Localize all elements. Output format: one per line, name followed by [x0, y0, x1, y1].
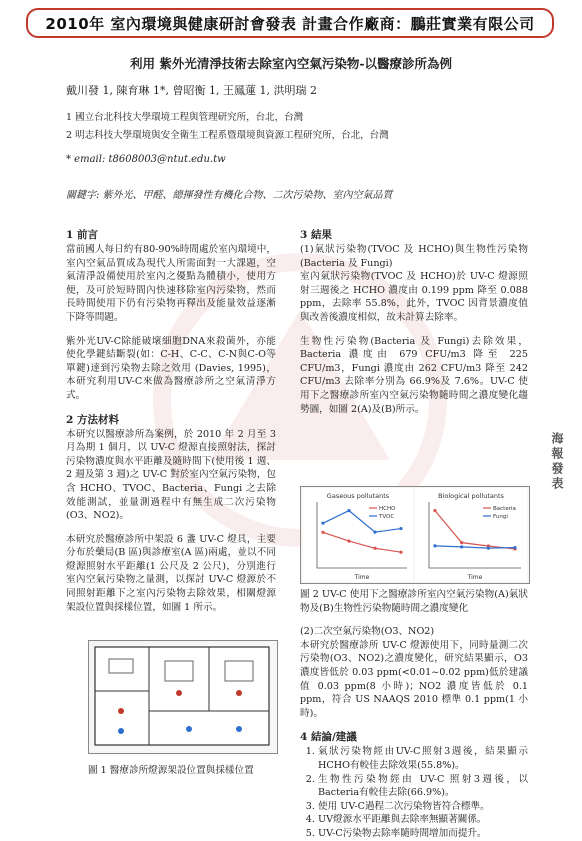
chart-title: Biological pollutants: [438, 492, 504, 500]
figure-1-floor-plan: [88, 640, 278, 754]
legend-label: Fungi: [493, 514, 508, 520]
data-point: [399, 527, 402, 530]
data-point: [373, 547, 376, 550]
right-column-bottom: [300, 588, 528, 841]
affiliation-1: 1 國立台北科技大學環境工程與管理研究所，台北，台灣: [66, 112, 304, 123]
x-axis-label: Time: [467, 574, 483, 581]
author-list: 戴川發 1, 陳育琳 1*, 曾昭衡 1, 王鳳蓮 1, 洪明瑞 2: [66, 84, 317, 97]
chart-gaseous-pollutants: [303, 488, 413, 582]
results-paragraph-2: 生物性污染物(Bacteria 及 Fungi)去除效果，Bacteria 濃度由 679 CFU/m3 降至 225 CFU/m3，Fungi 濃度由 262 CFU/m3 降至 242 CFU/m3 去除率分別為 66.9%及 7.6%。UV-C 使用下之醫療診所室內空氣污染物隨時間之濃度變化趨勢圖，如圖 2(A)及(B)所示。: [300, 335, 528, 415]
section-heading-methods: 2 方法材料: [66, 413, 119, 426]
results-subheading-2: (2)二次空氣污染物(O3、NO2): [300, 626, 435, 638]
chart-title: Gaseous pollutants: [326, 492, 390, 500]
data-point: [373, 531, 376, 534]
legend-label: TVOC: [379, 514, 395, 520]
left-column: [66, 228, 276, 624]
conclusions-list: [300, 745, 528, 840]
data-point: [487, 547, 490, 550]
data-point: [433, 509, 436, 512]
intro-paragraph-2: 紫外光UV-C除能破壞細胞DNA來殺菌外，亦能使化學鍵結斷裂(如：C-H、C-C、C-N與C-O等單鍵)達到污染物去除之效用 (Davies, 1995)，本研究利用UV-C來做為醫療診所之空氣清淨方式。: [66, 335, 276, 401]
data-point: [433, 544, 436, 547]
results-paragraph-1: 室內氣狀污染物(TVOC 及 HCHO)於 UV-C 燈源照射三週後之 HCHO 濃度由 0.199 ppm 降至 0.088 ppm，去除率 55.8%，此外，TVOC 因背景濃度值與改善後濃度相似，故未計算去除率。: [300, 271, 528, 323]
chart-biological-pollutants: [415, 488, 527, 582]
data-point: [347, 509, 350, 512]
data-point: [460, 545, 463, 548]
results-paragraph-3: 本研究於醫療診所 UV-C 燈源使用下，同時量測二次污染物(O3、NO2)之濃度變化，研究結果顯示，O3 濃度皆低於 0.03 ppm(<0.01~0.02 ppm)低於建議值 0.03 ppm(8 小時)；NO2 濃度皆低於 0.1 ppm，符合 US NAAQS 2010 標準 0.1 ppm(1 小時)。: [300, 639, 528, 719]
section-heading-results: 3 結果: [300, 229, 332, 241]
legend-label: Bacteria: [493, 506, 516, 512]
methods-paragraph-2: 本研究於醫療診所中架設 6 盞 UV-C 燈具，主要分布於藥局(B 區)與診療室(A 區)兩處，並以不同燈源照射水平距離(1 公尺及 2 公尺)，分別進行室內空氣污染物之量測，以探討 UV-C 燈源於不同照射距離下之室內污染物去除效果，相關燈源架設位置與採樣位置，如圖 1 所示。: [66, 533, 276, 613]
conclusion-item: 5. UV-C污染物去除率隨時間增加而提升。: [318, 827, 528, 841]
data-point: [321, 522, 324, 525]
figure-1-caption: 圖 1 醫療診所燈源架設位置與採樣位置: [88, 765, 254, 776]
results-subheading-1: (1)氣狀污染物(TVOC 及 HCHO)與生物性污染物(Bacteria 及 Fungi): [300, 244, 528, 269]
data-point: [321, 531, 324, 534]
conclusion-item: 2. 生物性污染物經由 UV-C 照射3週後，以Bacteria有較佳去除(66.9%)。: [318, 773, 528, 800]
data-point: [347, 539, 350, 542]
conference-banner: 2010年 室內環境與健康研討會發表 計畫合作廠商：鵬莊實業有限公司: [26, 8, 554, 38]
conclusion-item: 4. UV燈源水平距離與去除率無顯著關係。: [318, 813, 528, 827]
data-point: [513, 546, 516, 549]
legend-label: HCHO: [379, 506, 396, 512]
poster-presentation-stamp: 海報發表: [550, 432, 564, 492]
figure-2-charts: [300, 486, 530, 584]
contact-email: * email: t8608003@ntut.edu.tw: [66, 154, 226, 165]
figure-2-caption: 圖 2 UV-C 使用下之醫療診所室內空氣污染物(A)氣狀物及(B)生物性污染物隨時間之濃度變化: [300, 589, 528, 614]
section-heading-conclusions: 4 結論/建議: [300, 731, 357, 744]
paper-title: 利用 紫外光清淨技術去除室內空氣污染物-以醫療診所為例: [129, 56, 453, 71]
data-point: [460, 541, 463, 544]
affiliation-2: 2 明志科技大學環境與安全衛生工程系暨環境與資源工程研究所，台北，台灣: [66, 130, 389, 141]
x-axis-label: Time: [354, 574, 370, 581]
data-point: [399, 551, 402, 554]
methods-paragraph-1: 本研究以醫療診所為案例，於 2010 年 2 月至 3 月為期 1 個月，以 UV-C 燈源直接照射法，探討污染物濃度與水平距離及隨時間下(使用後 1 週、2 週及第 3 週)之 UV-C 對於室內空氣污染物，包含 HCHO、TVOC、Bacteria、Fungi 之去除效能測試，並量測過程中有無生成二次污染物(O3、NO2)。: [66, 428, 276, 522]
conclusion-item: 1. 氣狀污染物經由UV-C照射3週後，結果顯示HCHO有較佳去除效果(55.8%)。: [318, 745, 528, 772]
keywords: 關鍵字: 紫外光、甲醛、總揮發性有機化合物、二次污染物、室內空氣品質: [66, 190, 393, 201]
floor-plan-drawing: [89, 641, 275, 751]
section-heading-intro: 1 前言: [66, 229, 98, 241]
intro-paragraph-1: 當前國人每日約有80-90%時間處於室內環境中，室內空氣品質成為現代人所需面對一大課題，空氣清淨設備使用於室內之優點為體積小，使用方便，及可於短時間內快速移除室內污染物，然而長時間使用下仍有污染物再釋出及能量效益逐漸下降等問題。: [66, 244, 276, 323]
conclusion-item: 3. 使用 UV-C過程二次污染物皆符合標準。: [318, 800, 528, 814]
right-column-top: [300, 228, 528, 426]
